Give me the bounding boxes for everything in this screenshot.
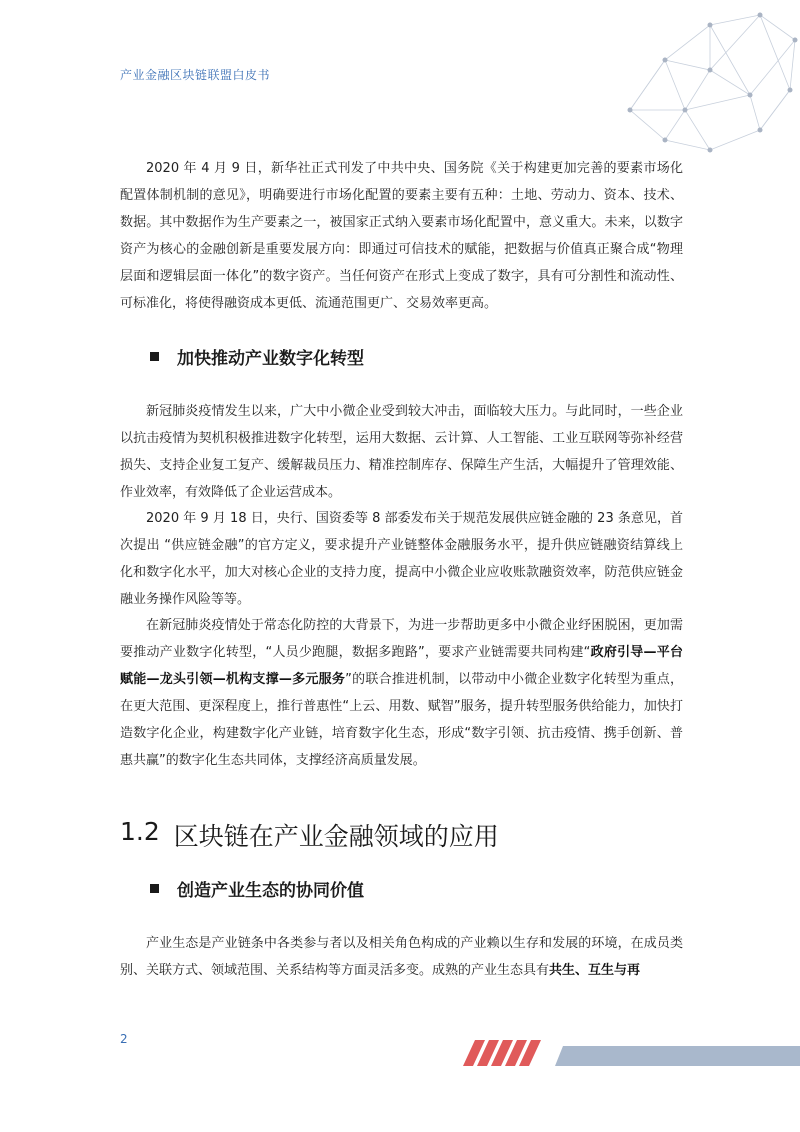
running-header: 产业金融区块链联盟白皮书 xyxy=(120,68,271,82)
chapter-number: 1.2 xyxy=(120,817,160,846)
paragraph-pandemic-impact: 新冠肺炎疫情发生以来，广大中小微企业受到较大冲击，面临较大压力。与此同时，一些企业以抗击疫情为契机积极推进数字化转型，运用大数据、云计算、人工智能、工业互联网等弥补经营损失、支持企业复工复产、缓解裁员压力、精准控制库存、保障生产生活，大幅提升了管理效能、作业效率，有效降低了企业运营成本。 xyxy=(120,404,683,500)
section-heading-text: 创造产业生态的协同价值 xyxy=(177,881,364,901)
paragraph-text: 产业生态是产业链条中各类参与者以及相关角色构成的产业赖以生存和发展的环境，在成员类别、关联方式、领域范围、关系结构等方面灵活多变。成熟的产业生态具有 xyxy=(120,936,683,978)
section-heading-digital-transformation xyxy=(150,344,364,369)
paragraph-supply-chain-finance: 2020 年 9 月 18 日，央行、国资委等 8 部委发布关于规范发展供应链金融的 23 条意见，首次提出 “供应链金融”的官方定义，要求提升产业链整体金融服务水平，提升供应链融资结算线上化和数字化水平，加大对核心企业的支持力度，提高中小微企业应收账款融资效率，防范供应链金融业务操作风险等等。 xyxy=(120,511,683,607)
paragraph-market-factors: 2020 年 4 月 9 日，新华社正式刊发了中共中央、国务院《关于构建更加完善的要素市场化配置体制机制的意见》，明确要进行市场化配置的要素主要有五种：土地、劳动力、资本、技术、数据。其中数据作为生产要素之一，被国家正式纳入要素市场化配置中，意义重大。未来，以数字资产为核心的金融创新是重要发展方向：即通过可信技术的赋能，把数据与价值真正聚合成“物理层面和逻辑层面一体化”的数字资产。当任何资产在形式上变成了数字，具有可分割性和流动性、可标准化，将使得融资成本更低、流通范围更广、交易效率更高。 xyxy=(120,161,683,311)
square-bullet-icon xyxy=(150,884,159,893)
square-bullet-icon xyxy=(150,352,159,361)
paragraph-industry-digitalization xyxy=(120,612,683,774)
footer-stripe-band-decoration xyxy=(455,1040,800,1066)
network-sphere-decoration xyxy=(610,0,800,160)
paragraph-text: ”的联合推进机制，以带动中小微企业数字化转型为重点，在更大范围、更深程度上，推行普惠性“上云、用数、赋智”服务，提升转型服务供给能力，加快打造数字化企业，构建数字化产业链，培育数字化生态，形成“数字引领、抗击疫情、携手创新、普惠共赢”的数字化生态共同体，支撑经济高质量发展。 xyxy=(120,672,683,768)
bold-ecosystem-traits: 共生、互生与再 xyxy=(549,963,641,978)
paragraph-text: 在新冠肺炎疫情处于常态化防控的大背景下，为进一步帮助更多中小微企业纾困脱困，更加需要推动产业数字化转型，“人员少跑腿，数据多跑路”，要求产业链需要共同构建“ xyxy=(120,618,683,660)
section-heading-text: 加快推动产业数字化转型 xyxy=(177,349,364,369)
chapter-heading xyxy=(120,817,499,853)
paragraph-industry-ecosystem xyxy=(120,930,683,984)
chapter-title: 区块链在产业金融领域的应用 xyxy=(173,822,499,851)
page-number: 2 xyxy=(120,1032,128,1046)
bold-mechanism-text: 政府引导—平台赋能—龙头引领—机构支撑—多元服务 xyxy=(120,645,683,687)
section-heading-ecosystem-value xyxy=(150,876,364,901)
